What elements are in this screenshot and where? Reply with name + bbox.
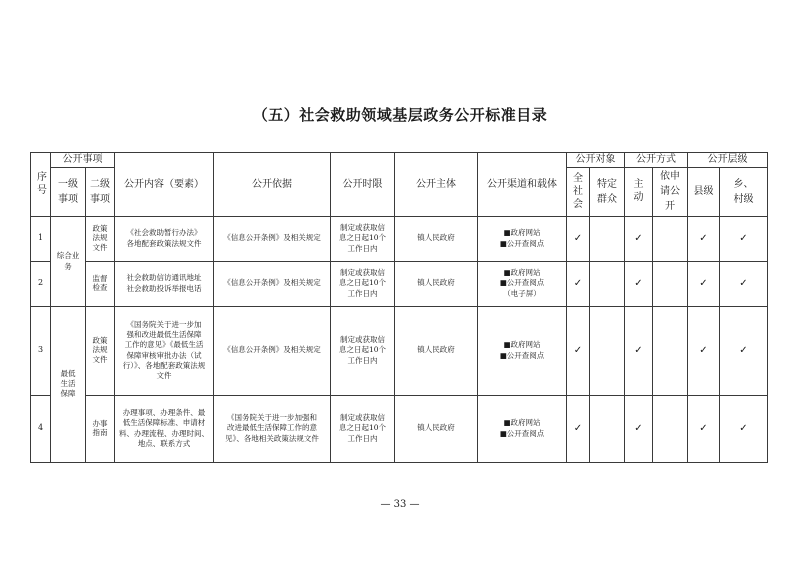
row-content: 《国务院关于进一步加 强和改进最低生活保障 工作的意见》《最低生活 保障审核审批办法（试 行）》、各地配套政策法规 文件 <box>115 306 214 395</box>
row-channels: ■政府网站 ■公开查阅点 <box>478 395 567 462</box>
header-time-limit: 公开时限 <box>331 153 395 217</box>
check-mark: ✓ <box>625 306 653 395</box>
disclosure-table <box>30 152 768 463</box>
header-method-active: 主动 <box>625 167 653 216</box>
header-method: 公开方式 <box>625 153 688 168</box>
row-content: 社会救助信访通讯地址 社会救助投诉举报电话 <box>115 261 214 306</box>
row-subject: 镇人民政府 <box>395 306 478 395</box>
check-mark: ✓ <box>688 216 720 261</box>
group-level1: 最低生活保障 <box>51 306 86 462</box>
check-mark: ✓ <box>567 261 590 306</box>
row-seq: 1 <box>31 216 51 261</box>
row-basis: 《国务院关于进一步加强和 改进最低生活保障工作的意 见》、各地相关政策法规文件 <box>214 395 331 462</box>
row-subject: 镇人民政府 <box>395 261 478 306</box>
group-level1: 综合业务 <box>51 216 86 306</box>
check-mark: ✓ <box>720 261 768 306</box>
row-subject: 镇人民政府 <box>395 395 478 462</box>
check-mark: ✓ <box>688 261 720 306</box>
header-content: 公开内容（要素） <box>115 153 214 217</box>
header-audience-all: 全社会 <box>567 167 590 216</box>
check-mark: ✓ <box>688 395 720 462</box>
row-seq: 4 <box>31 395 51 462</box>
check-mark: ✓ <box>720 216 768 261</box>
check-mark: ✓ <box>720 395 768 462</box>
check-mark: ✓ <box>567 216 590 261</box>
row-channels: ■政府网站 ■公开查阅点 <box>478 216 567 261</box>
page-title: （五）社会救助领域基层政务公开标准目录 <box>252 106 548 124</box>
row-level2: 政策法规文件 <box>86 216 115 261</box>
table-row <box>31 395 768 462</box>
header-audience-specific: 特定群众 <box>590 167 625 216</box>
header-audience: 公开对象 <box>567 153 625 168</box>
header-level1: 一级事项 <box>51 167 86 216</box>
row-level2: 监督检查 <box>86 261 115 306</box>
header-method-apply: 依申请公开 <box>653 167 688 216</box>
check-mark: ✓ <box>625 261 653 306</box>
row-channels: ■政府网站 ■公开查阅点 <box>478 306 567 395</box>
header-basis: 公开依据 <box>214 153 331 217</box>
check-mark: ✓ <box>625 216 653 261</box>
header-seq: 序号 <box>31 153 51 217</box>
row-subject: 镇人民政府 <box>395 216 478 261</box>
table-row <box>31 216 768 261</box>
table-row <box>31 261 768 306</box>
check-mark: ✓ <box>567 306 590 395</box>
header-level-town: 乡、村级 <box>720 167 768 216</box>
row-seq: 3 <box>31 306 51 395</box>
row-level2: 办事指南 <box>86 395 115 462</box>
header-subject: 公开主体 <box>395 153 478 217</box>
row-time: 制定或获取信 息之日起10个 工作日内 <box>331 261 395 306</box>
row-time: 制定或获取信 息之日起10个 工作日内 <box>331 216 395 261</box>
header-public-items: 公开事项 <box>51 153 115 168</box>
check-mark: ✓ <box>567 395 590 462</box>
row-content: 《社会救助暂行办法》 各地配套政策法规文件 <box>115 216 214 261</box>
page-number: — 33 — <box>380 499 420 510</box>
row-seq: 2 <box>31 261 51 306</box>
row-time: 制定或获取信 息之日起10个 工作日内 <box>331 395 395 462</box>
row-basis: 《信息公开条例》及相关规定 <box>214 216 331 261</box>
header-level2: 二级事项 <box>86 167 115 216</box>
header-channels: 公开渠道和载体 <box>478 153 567 217</box>
check-mark: ✓ <box>720 306 768 395</box>
row-basis: 《信息公开条例》及相关规定 <box>214 261 331 306</box>
header-level: 公开层级 <box>688 153 768 168</box>
check-mark: ✓ <box>625 395 653 462</box>
row-content: 办理事项、办理条件、最 低生活保障标准、申请材 料、办理流程、办理时间、 地点、联系方式 <box>115 395 214 462</box>
check-mark: ✓ <box>688 306 720 395</box>
row-basis: 《信息公开条例》及相关规定 <box>214 306 331 395</box>
row-level2: 政策法规文件 <box>86 306 115 395</box>
row-time: 制定或获取信 息之日起10个 工作日内 <box>331 306 395 395</box>
row-channels: ■政府网站 ■公开查阅点 （电子屏） <box>478 261 567 306</box>
header-level-county: 县级 <box>688 167 720 216</box>
table-row <box>31 306 768 395</box>
